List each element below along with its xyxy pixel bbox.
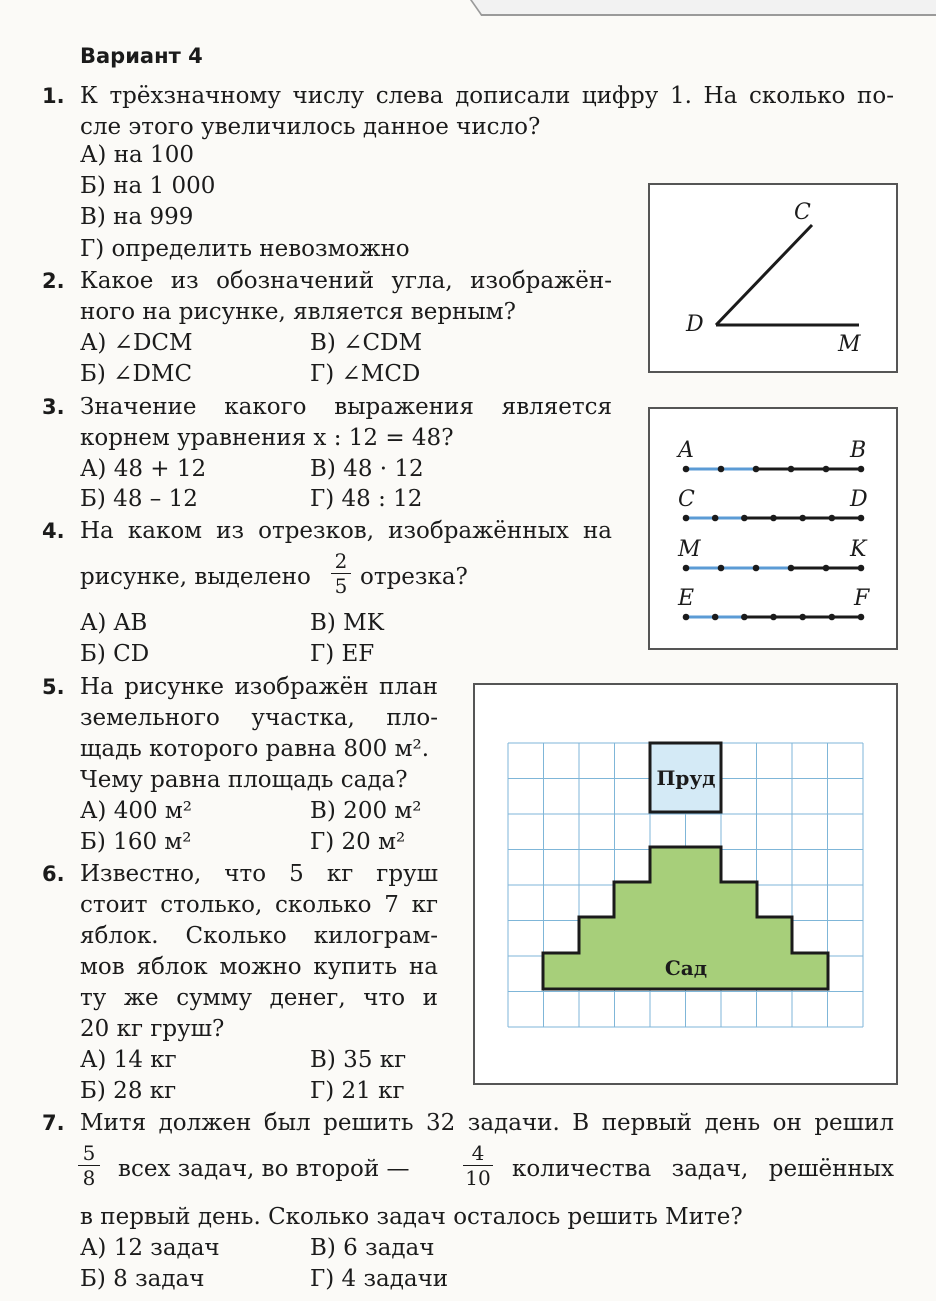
segment-division-point [741,515,748,522]
question-5-number: 5. [42,675,65,699]
question-4-fraction [331,550,351,597]
question-6-text-line-1: Известно, что 5 кг груш [80,861,438,887]
question-4-text-line-2b: отрезка? [360,564,468,590]
fraction-denominator: 8 [82,1166,96,1190]
question-3-text-line-1: Значение какого выражения является [80,394,612,420]
question-6-text-line-2: стоит столько, сколько 7 кг [80,892,438,918]
question-6-text-line-5: ту же сумму денег, что и [80,985,438,1011]
segment-division-point [858,466,865,473]
question-4-option-b: Б) CD [80,641,150,667]
ray-dc [716,225,812,325]
question-6-option-g: Г) 21 кг [310,1078,405,1104]
question-5-option-v: В) 200 м² [310,798,422,824]
question-4-option-a: А) AB [80,610,148,636]
segment-division-point [788,466,795,473]
question-3-number: 3. [42,395,65,419]
question-3-text-line-2: корнем уравнения x : 12 = 48? [80,425,454,451]
segment-label-f: F [854,586,870,611]
question-3-option-b: Б) 48 – 12 [80,486,198,512]
segment-division-point [788,565,795,572]
segment-division-point [683,614,690,621]
question-2-text-line-1: Какое из обозначений угла, изображён- [80,268,612,294]
question-2-option-g: Г) ∠MCD [310,361,421,387]
variant-title: Вариант 4 [80,44,203,68]
question-1-text-line-2: сле этого увеличилось данное число? [80,114,541,140]
question-6-option-a: А) 14 кг [80,1047,177,1073]
segment-division-point [858,614,865,621]
segment-division-point [712,515,719,522]
segment-label-e: E [678,586,695,611]
question-2-option-b: Б) ∠DMC [80,361,193,387]
question-1-option-a: А) на 100 [80,142,194,168]
fraction-denominator: 5 [334,574,348,598]
segment-division-point [683,466,690,473]
segment-division-point [770,515,777,522]
question-1-option-b: Б) на 1 000 [80,173,216,199]
fraction-numerator: 5 [82,1141,96,1165]
segment-division-point [823,565,830,572]
fraction-numerator: 2 [334,549,348,573]
segment-division-point [683,565,690,572]
angle-figure [648,183,898,373]
pond-label: Пруд [656,766,716,790]
question-7-text-line-3: в первый день. Сколько задач осталось решить Мите? [80,1204,743,1230]
point-label-d: D [686,312,704,337]
question-6-text-line-6: 20 кг груш? [80,1016,225,1042]
segment-division-point [829,614,836,621]
question-6-number: 6. [42,862,65,886]
segment-division-point [858,565,865,572]
fraction-numerator: 4 [471,1141,485,1165]
question-7-text-line-2b: количества задач, решённых [512,1156,894,1182]
segment-division-point [683,515,690,522]
question-3-option-a: А) 48 + 12 [80,456,207,482]
question-4-option-v: В) MK [310,610,384,636]
question-7-number: 7. [42,1111,65,1135]
segment-division-point [718,466,725,473]
question-5-text-line-1: На рисунке изображён план [80,674,438,700]
question-3-option-v: В) 48 · 12 [310,456,424,482]
segment-division-point [799,614,806,621]
segment-division-point [718,565,725,572]
segments-diagram [650,409,896,648]
question-7-text-line-2a: всех задач, во второй — [118,1156,410,1182]
question-3-option-g: Г) 48 : 12 [310,486,423,512]
question-2-option-v: В) ∠CDM [310,330,423,356]
question-7-text-line-1: Митя должен был решить 32 задачи. В первый день он решил [80,1110,894,1136]
question-7-option-a: А) 12 задач [80,1235,220,1261]
question-7-fraction-2 [463,1142,493,1189]
segment-division-point [741,614,748,621]
garden-label: Сад [664,956,708,980]
segment-label-b: B [850,438,867,463]
segment-division-point [823,466,830,473]
question-1-text-line-1: К трёхзначному числу слева дописали цифру 1. На сколько по- [80,83,894,109]
segment-division-point [829,515,836,522]
question-7-fraction-1 [78,1142,100,1189]
question-4-option-g: Г) EF [310,641,375,667]
segment-division-point [799,515,806,522]
segment-label-m: M [678,537,701,562]
segment-division-point [753,565,760,572]
segment-label-d: D [850,487,868,512]
segment-division-point [753,466,760,473]
land-plan-diagram [475,685,896,1083]
question-5-text-line-4: Чему равна площадь сада? [80,767,408,793]
question-2-number: 2. [42,269,65,293]
question-6-option-v: В) 35 кг [310,1047,407,1073]
question-5-option-b: Б) 160 м² [80,829,192,855]
question-1-option-v: В) на 999 [80,204,194,230]
question-7-option-v: В) 6 задач [310,1235,435,1261]
question-4-text-line-2a: рисунке, выделено [80,564,311,590]
segment-division-point [712,614,719,621]
question-4-text-line-1: На каком из отрезков, изображённых на [80,518,612,544]
fraction-denominator: 10 [465,1166,491,1190]
question-5-text-line-2: земельного участка, пло- [80,705,438,731]
segment-label-a: A [678,438,694,463]
point-label-c: C [794,200,811,225]
question-2-text-line-2: ного на рисунке, является верным? [80,299,516,325]
point-label-m: M [838,332,861,357]
question-5-option-a: А) 400 м² [80,798,193,824]
question-7-option-g: Г) 4 задачи [310,1266,449,1292]
land-plan-figure [473,683,898,1085]
question-1-option-g: Г) определить невозможно [80,236,410,262]
question-6-text-line-3: яблок. Сколько килограм- [80,923,438,949]
question-6-option-b: Б) 28 кг [80,1078,177,1104]
question-6-text-line-4: мов яблок можно купить на [80,954,438,980]
segment-division-point [858,515,865,522]
question-5-option-g: Г) 20 м² [310,829,406,855]
segment-label-k: K [850,537,867,562]
page-corner-decoration [470,0,936,16]
segment-label-c: C [678,487,695,512]
question-5-text-line-3: щадь которого равна 800 м². [80,736,430,762]
question-4-number: 4. [42,519,65,543]
segments-figure [648,407,898,650]
question-2-option-a: А) ∠DCM [80,330,193,356]
question-7-option-b: Б) 8 задач [80,1266,205,1292]
segment-division-point [770,614,777,621]
question-1-number: 1. [42,84,65,108]
angle-diagram [650,185,896,371]
